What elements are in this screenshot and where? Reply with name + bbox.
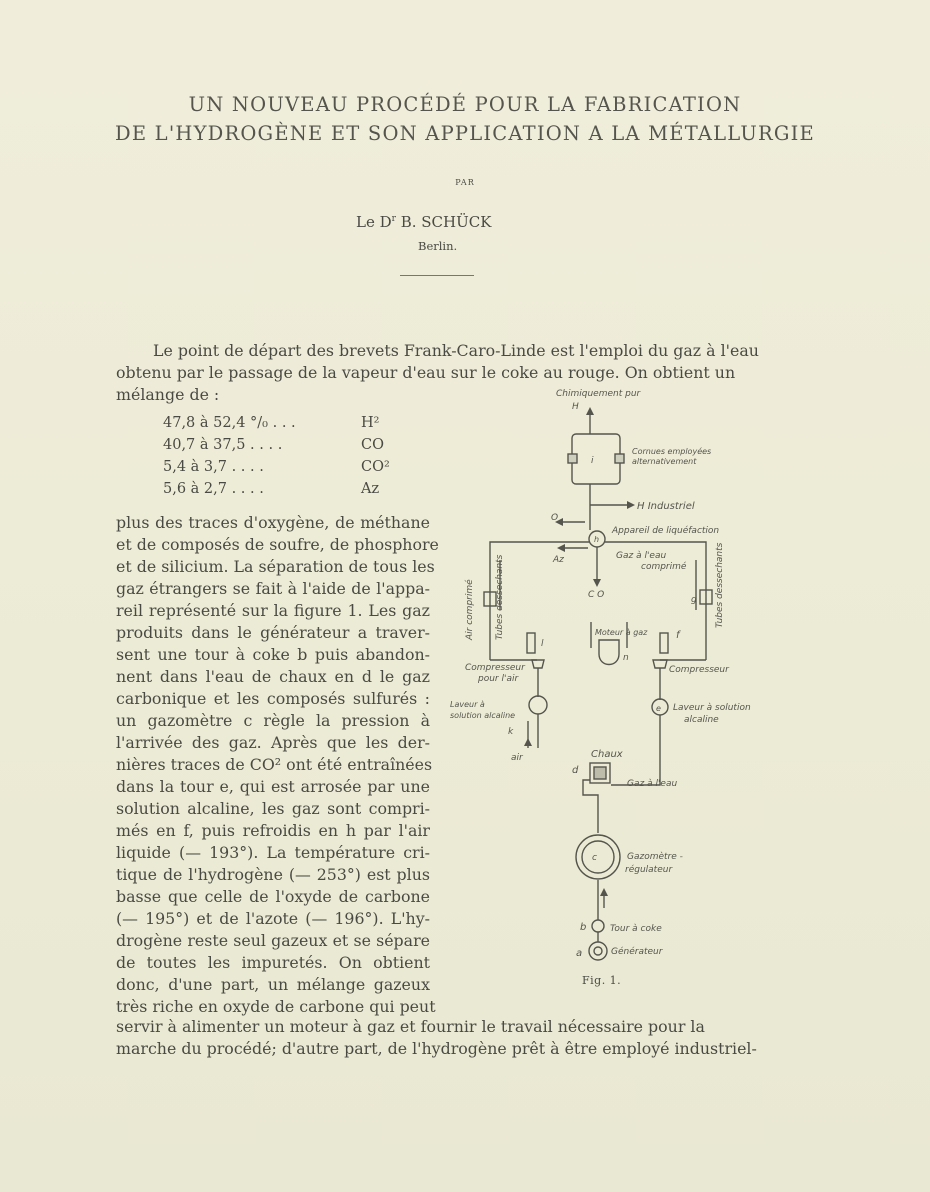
fig-label-k: k [508,727,514,737]
fig-label-pur: Chimiquement pur [556,389,641,399]
fig-label-generateur: Générateur [611,947,663,957]
fig-label-alternativement: alternativement [632,457,697,466]
author-prefix: Le D [356,213,392,231]
fig-label-az: Az [553,555,564,565]
byline-par: PAR [455,178,475,187]
fig-label-i: i [591,456,594,466]
figure-caption: Fig. 1. [582,974,622,987]
body-line: reil représenté sur la figure 1. Les gaz [116,601,430,620]
divider [400,275,474,276]
author-name: B. SCHÜCK [395,213,492,231]
fig-label-h-top: H [572,402,579,412]
fig-label-tubes-left: Tubes dessechants [495,554,505,640]
body-line: dans la tour e, qui est arrosée par une [116,777,430,796]
body-line: et de composés de soufre, de phosphore [116,535,439,554]
composition-gas: Az [361,481,380,497]
title-line-1: UN NOUVEAU PROCÉDÉ POUR LA FABRICATION [188,93,742,116]
fig-label-gazometre: Gazomètre - [627,852,683,862]
composition-row [163,412,423,434]
composition-value: 40,7 à 37,5 . . . . [163,437,283,453]
fig-label-c: c [592,853,597,863]
composition-row [163,478,423,500]
intro-line: obtenu par le passage de la vapeur d'eau sur le coke au rouge. On obtient un [116,363,736,382]
body-line: un gazomètre c règle la pression à [116,711,430,730]
fig-label-comprime: comprimé [641,562,687,572]
body-line: de toutes les impuretés. On obtient [116,953,430,972]
composition-row [163,434,423,456]
fig-label-b: b [580,922,587,933]
body-line: liquide (— 193°). La température cri- [116,843,430,862]
fig-label-compresseur-air-1: Compresseur [465,663,525,673]
author-sup: r [391,214,396,224]
body-line: nent dans l'eau de chaux en d le gaz [116,667,430,686]
fig-label-gaz-eau-1: Gaz à l'eau [616,551,667,561]
fig-label-alcaline: alcaline [684,715,719,725]
left-column-text [116,512,439,1018]
body-line: et de silicium. La séparation de tous les [116,557,435,576]
composition-value: 5,4 à 3,7 . . . . [163,459,264,475]
fig-label-tubes-right: Tubes dessechants [715,542,725,628]
intro-line: mélange de : [116,385,220,404]
fig-label-air: air [511,753,523,763]
fig-label-compresseur-air-2: pour l'air [478,674,519,684]
composition-value: 5,6 à 2,7 . . . . [163,481,264,497]
body-line: carbonique et les composés sulfurés : [116,689,430,708]
body-line: très riche en oxyde de carbone qui peut [116,997,436,1016]
body-line: produits dans le générateur a traver- [116,623,430,642]
figure-apparatus-diagram [445,382,785,992]
body-line: més en f, puis refroidis en h par l'air [116,821,430,840]
composition-value: 47,8 à 52,4 °/₀ . . . [163,415,296,431]
composition-row [163,456,423,478]
body-line: (— 195°) et de l'azote (— 196°). L'hy- [116,909,430,928]
fig-label-regulateur: régulateur [625,865,673,875]
fig-label-f: f [676,630,680,641]
composition-gas: H² [361,415,380,431]
author-city: Berlin. [418,239,458,253]
fig-label-e: e [656,704,661,713]
body-line: tique de l'hydrogène (— 253°) est plus [116,865,430,884]
fig-label-liquefaction: Appareil de liquéfaction [612,526,720,536]
fig-label-chaux: Chaux [591,749,623,760]
body-line: basse que celle de l'oxyde de carbone [116,887,430,906]
body-line: l'arrivée des gaz. Après que les der- [116,733,430,752]
body-line: nières traces de CO² ont été entraînées [116,755,433,774]
fig-label-compresseur: Compresseur [669,665,729,675]
bottom-line: marche du procédé; d'autre part, de l'hydrogène prêt à être employé industriel- [116,1039,757,1058]
fig-label-tour: Tour à coke [610,924,662,934]
intro-line: Le point de départ des brevets Frank-Caro-Linde est l'emploi du gaz à l'eau [153,341,759,360]
body-line: solution alcaline, les gaz sont compri- [116,799,430,818]
fig-label-l: l [541,639,544,649]
fig-label-co: C O [588,590,605,600]
body-line: sent une tour à coke b puis abandon- [116,645,430,664]
fig-label-laveur-a: Laveur à [450,700,485,709]
body-line: donc, d'une part, un mélange gazeux [116,975,430,994]
composition-gas: CO² [361,459,390,475]
fig-label-o: O [551,513,559,523]
fig-label-d: d [572,765,579,776]
composition-table [163,412,423,500]
fig-label-g: g [691,595,697,605]
author [356,213,491,231]
fig-label-solution-alcaline: solution alcaline [450,711,516,720]
fig-label-cornues: Cornues employées [632,447,712,456]
composition-gas: CO [361,437,384,453]
fig-label-air-comprime: Air comprimé [465,579,475,640]
body-line: gaz étrangers se fait à l'aide de l'appa- [116,579,430,598]
fig-label-n: n [623,653,629,663]
fig-label-laveur-solution: Laveur à solution [673,703,751,713]
fig-label-h-industriel: H Industriel [637,501,695,512]
fig-label-h: h [594,535,600,544]
body-line: plus des traces d'oxygène, de méthane [116,513,430,532]
body-line: drogène reste seul gazeux et se sépare [116,931,430,950]
fig-label-gaz-eau-2: Gaz à l'eau [627,779,678,789]
fig-label-moteur: Moteur à gaz [595,628,648,637]
title-line-2: DE L'HYDROGÈNE ET SON APPLICATION A LA MÉTALLURGIE [115,122,815,145]
fig-label-a: a [576,948,583,959]
bottom-line: servir à alimenter un moteur à gaz et fournir le travail nécessaire pour la [116,1017,705,1036]
